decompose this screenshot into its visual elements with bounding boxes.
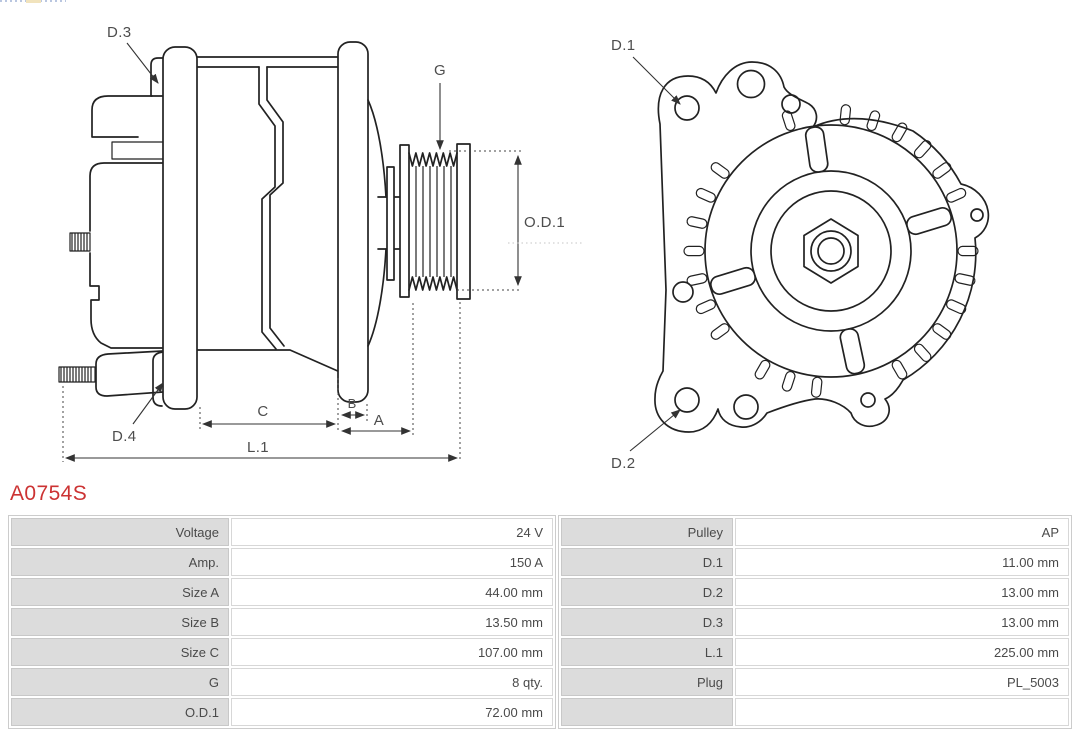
table-row — [561, 548, 1069, 576]
table-row — [11, 578, 553, 606]
front-bracket-arm — [338, 42, 368, 402]
dim-label-od1: O.D.1 — [524, 214, 566, 231]
table-row — [561, 668, 1069, 696]
spec-label-cell: Size A — [11, 578, 229, 606]
spec-label-cell: O.D.1 — [11, 698, 229, 726]
lower-terminal-stud — [59, 367, 95, 382]
spec-label-cell — [561, 698, 733, 726]
dim-arrow-d1 — [633, 57, 680, 104]
spec-label-cell: G — [11, 668, 229, 696]
dim-label-b: B — [347, 396, 357, 411]
dim-c — [200, 378, 338, 431]
front-cone-and-shaft — [368, 100, 400, 346]
dim-label-d4: D.4 — [112, 428, 137, 445]
spec-value-cell: 150 A — [231, 548, 553, 576]
table-row — [561, 578, 1069, 606]
spec-tables — [8, 515, 1072, 729]
spec-table-right — [558, 515, 1072, 729]
side-view-drawing — [59, 24, 584, 462]
dim-label-c: C — [257, 403, 269, 420]
dim-label-d2: D.2 — [611, 455, 636, 472]
spec-value-cell: AP — [735, 518, 1069, 546]
spec-value-cell: 107.00 mm — [231, 638, 553, 666]
pulley — [400, 144, 470, 299]
dim-label-l1: L.1 — [246, 439, 270, 456]
spec-label-cell: D.1 — [561, 548, 733, 576]
spec-value-cell: 13.50 mm — [231, 608, 553, 636]
table-row — [561, 608, 1069, 636]
spec-value-cell: 24 V — [231, 518, 553, 546]
spec-value-cell — [735, 698, 1069, 726]
main-housing — [197, 57, 340, 372]
shaft-hex-nut — [804, 219, 858, 283]
spec-label-cell: Amp. — [11, 548, 229, 576]
dim-label-a: A — [373, 412, 385, 429]
rear-cover-slot — [112, 142, 165, 159]
dim-arrow-d2 — [630, 410, 680, 451]
spec-value-cell: 11.00 mm — [735, 548, 1069, 576]
spec-value-cell: 72.00 mm — [231, 698, 553, 726]
front-view-drawing — [611, 37, 988, 472]
upper-terminal-stud — [70, 233, 90, 251]
rear-bracket-arm — [163, 47, 197, 409]
rear-cover — [92, 96, 152, 137]
table-row — [11, 638, 553, 666]
table-row — [561, 638, 1069, 666]
table-row — [11, 668, 553, 696]
spec-value-cell: 225.00 mm — [735, 638, 1069, 666]
dim-arrow-d4 — [133, 383, 163, 424]
spec-label-cell: D.3 — [561, 608, 733, 636]
spec-table-left — [8, 515, 556, 729]
dim-label-d1: D.1 — [611, 37, 636, 54]
spec-label-cell: Size C — [11, 638, 229, 666]
dim-arrow-d3 — [127, 43, 158, 83]
spec-label-cell: L.1 — [561, 638, 733, 666]
spec-value-cell: 8 qty. — [231, 668, 553, 696]
table-row — [11, 548, 553, 576]
rear-housing — [90, 163, 165, 348]
table-row — [11, 698, 553, 726]
part-number-title: A0754S — [10, 482, 88, 505]
table-row — [11, 518, 553, 546]
table-row — [561, 518, 1069, 546]
spec-label-cell: Plug — [561, 668, 733, 696]
spec-section — [8, 482, 1072, 729]
spec-label-cell: Voltage — [11, 518, 229, 546]
dim-label-d3: D.3 — [107, 24, 132, 41]
table-row — [561, 698, 1069, 726]
dim-label-g: G — [433, 62, 447, 79]
table-row — [11, 608, 553, 636]
spec-value-cell: 13.00 mm — [735, 608, 1069, 636]
spec-value-cell: 13.00 mm — [735, 578, 1069, 606]
spec-label-cell: Pulley — [561, 518, 733, 546]
spec-value-cell: 44.00 mm — [231, 578, 553, 606]
mount-ear-bottom — [153, 352, 163, 406]
spec-label-cell: Size B — [11, 608, 229, 636]
spec-value-cell: PL_5003 — [735, 668, 1069, 696]
spec-label-cell: D.2 — [561, 578, 733, 606]
